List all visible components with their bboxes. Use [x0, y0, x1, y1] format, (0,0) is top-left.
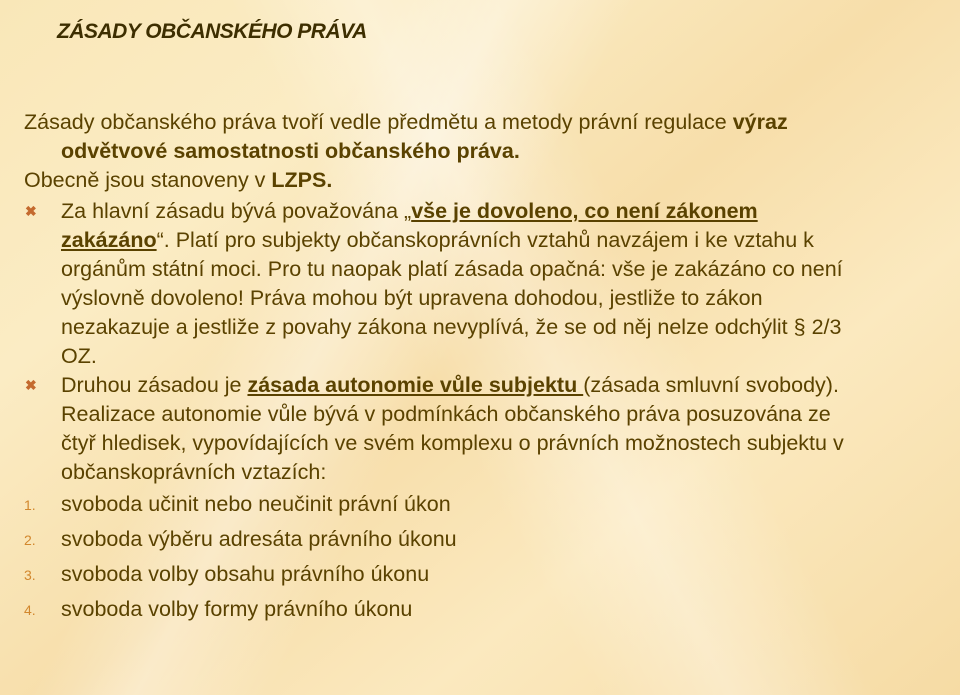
bullet-item-2 — [24, 371, 944, 400]
autonomy-link[interactable]: zásada autonomie vůle subjektu — [247, 373, 584, 397]
list-item-text: svoboda učinit nebo neučinit právní úkon — [61, 492, 451, 516]
bullet2-text-after: (zásada smluvní svobody). — [583, 373, 839, 397]
intro-paragraph — [24, 108, 944, 166]
realizace-line3: občanskoprávních vztazích: — [61, 460, 327, 484]
list-number: 4. — [24, 602, 36, 618]
bullet2-text-before: Druhou zásadou je — [61, 373, 248, 397]
realizace-paragraph — [24, 400, 944, 487]
freedom-list — [24, 487, 944, 627]
list-item-text: svoboda volby obsahu právního úkonu — [61, 562, 430, 586]
cross-bullet-icon: ✖ — [25, 203, 37, 219]
intro-bold-1: výraz — [732, 110, 788, 134]
bullet1-line5: nezakazuje a jestliže z povahy zákona nevyplívá, že se od něj nelze odchýlit — [61, 315, 794, 339]
realizace-line2: čtyř hledisek, vypovídajících ve svém komplexu o právních možnostech subjektu v — [61, 431, 844, 455]
general-bold: LZPS. — [271, 168, 333, 192]
section-sign: § — [793, 315, 806, 339]
slide-content — [24, 108, 944, 627]
list-item — [24, 487, 944, 522]
intro-text: Zásady občanského práva tvoří vedle předmětu a metody právní regulace — [24, 110, 733, 134]
bullet1-text-after: “. Platí pro subjekty občanskoprávních vztahů navzájem i ke vztahu k — [156, 228, 814, 252]
bullet1-line3: orgánům státní moci. Pro tu naopak platí zásada opačná: vše je zakázáno co není — [61, 257, 843, 281]
bullet1-line4: výslovně dovoleno! Práva mohou být upravena dohodou, jestliže to zákon — [61, 286, 763, 310]
list-item-text: svoboda volby formy právního úkonu — [61, 597, 413, 621]
general-text: Obecně jsou stanoveny v — [24, 168, 272, 192]
general-paragraph — [24, 166, 944, 195]
intro-bold-2: odvětvové samostatnosti občanského práva. — [61, 139, 520, 163]
principle-link-2[interactable]: zakázáno — [61, 228, 157, 252]
list-item — [24, 557, 944, 592]
list-item — [24, 522, 944, 557]
bullet-item-1 — [24, 197, 944, 371]
list-item — [24, 592, 944, 627]
realizace-line1: Realizace autonomie vůle bývá v podmínkách občanského práva posuzována ze — [61, 402, 831, 426]
cross-bullet-icon: ✖ — [25, 377, 37, 393]
bullet1-line5-end: 2/3 — [805, 315, 842, 339]
list-number: 3. — [24, 567, 36, 583]
page-title: ZÁSADY OBČANSKÉHO PRÁVA — [57, 20, 367, 43]
bullet1-text-before: Za hlavní zásadu bývá považována „ — [61, 199, 412, 223]
list-number: 2. — [24, 532, 36, 548]
list-item-text: svoboda výběru adresáta právního úkonu — [61, 527, 457, 551]
principle-link-1[interactable]: vše je dovoleno, co není zákonem — [411, 199, 758, 223]
list-number: 1. — [24, 497, 36, 513]
bullet1-line6: OZ. — [61, 344, 97, 368]
